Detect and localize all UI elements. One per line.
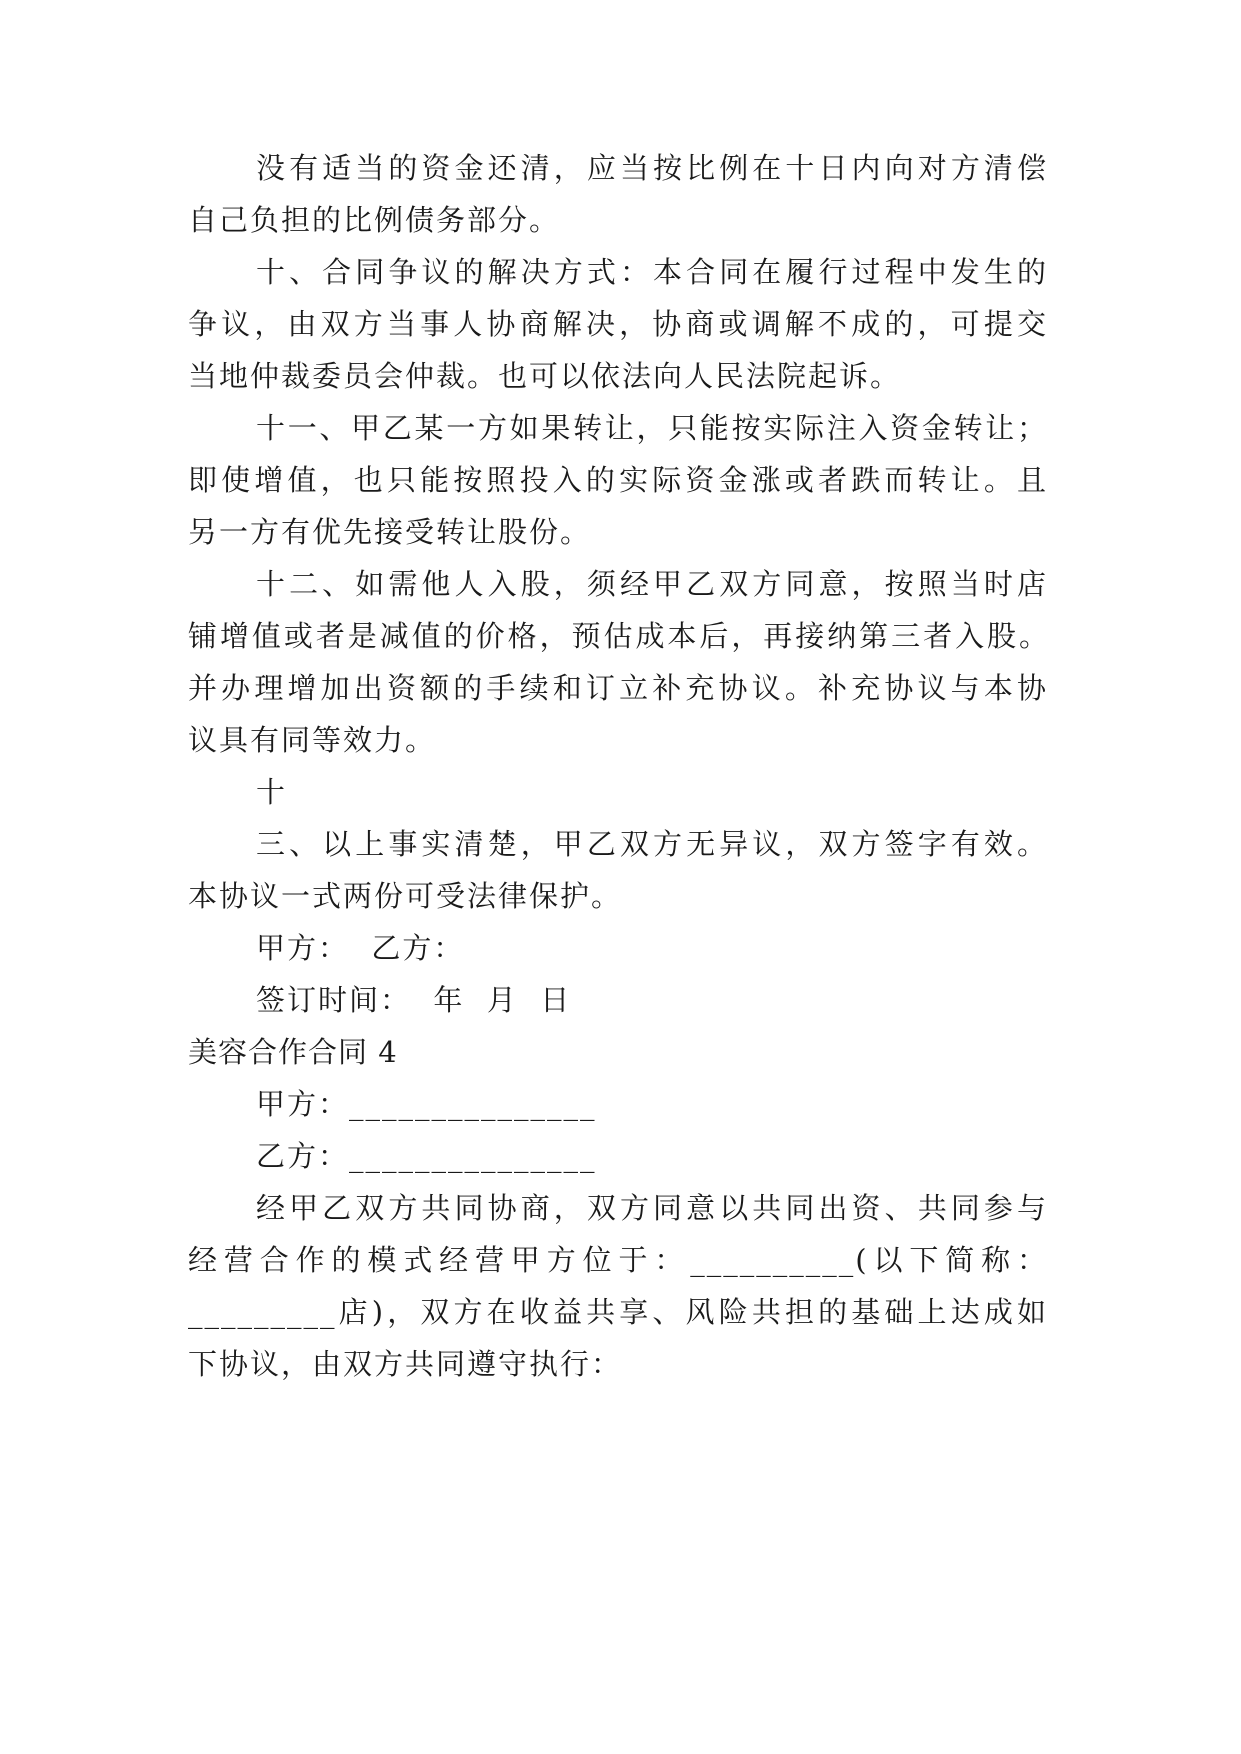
clause-13-number: 十	[256, 775, 288, 809]
paragraph-line: 当地仲裁委员会仲裁。也可以依法向人民法院起诉。	[188, 359, 902, 393]
paragraph-line: 即使增值，也只能按照投入的实际资金涨或者跌而转让。且	[188, 463, 1048, 497]
paragraph-line: 争议，由双方当事人协商解决，协商或调解不成的，可提交	[188, 307, 1048, 341]
clause-11-line: 十一、甲乙某一方如果转让，只能按实际注入资金转让；	[256, 411, 1048, 445]
party-b-field: 乙方：_______________	[256, 1139, 597, 1173]
paragraph-line: 自己负担的比例债务部分。	[188, 203, 561, 237]
signing-date: 签订时间： 年 月 日	[256, 983, 572, 1017]
signature-parties: 甲方： 乙方：	[256, 931, 465, 965]
paragraph-line: 经甲乙双方共同协商，双方同意以共同出资、共同参与	[256, 1191, 1048, 1225]
paragraph-line: _________店)，双方在收益共享、风险共担的基础上达成如	[188, 1295, 1048, 1329]
paragraph-line: 经营合作的模式经营甲方位于：__________(以下简称：	[188, 1243, 1048, 1277]
paragraph-line: 另一方有优先接受转让股份。	[188, 515, 592, 549]
clause-12-line: 十二、如需他人入股，须经甲乙双方同意，按照当时店	[256, 567, 1048, 601]
clause-13-line: 三、以上事实清楚，甲乙双方无异议，双方签字有效。	[256, 827, 1048, 861]
paragraph-line: 议具有同等效力。	[188, 723, 437, 757]
paragraph-line: 并办理增加出资额的手续和订立补充协议。补充协议与本协	[188, 671, 1048, 705]
clause-10-line: 十、合同争议的解决方式：本合同在履行过程中发生的	[256, 255, 1048, 289]
paragraph-line: 铺增值或者是减值的价格，预估成本后，再接纳第三者入股。	[188, 619, 1048, 653]
paragraph-line: 没有适当的资金还清，应当按比例在十日内向对方清偿	[256, 151, 1048, 185]
party-a-field: 甲方：_______________	[256, 1087, 597, 1121]
paragraph-line: 下协议，由双方共同遵守执行：	[188, 1347, 623, 1381]
contract-title: 美容合作合同 4	[188, 1035, 398, 1069]
paragraph-line: 本协议一式两份可受法律保护。	[188, 879, 623, 913]
